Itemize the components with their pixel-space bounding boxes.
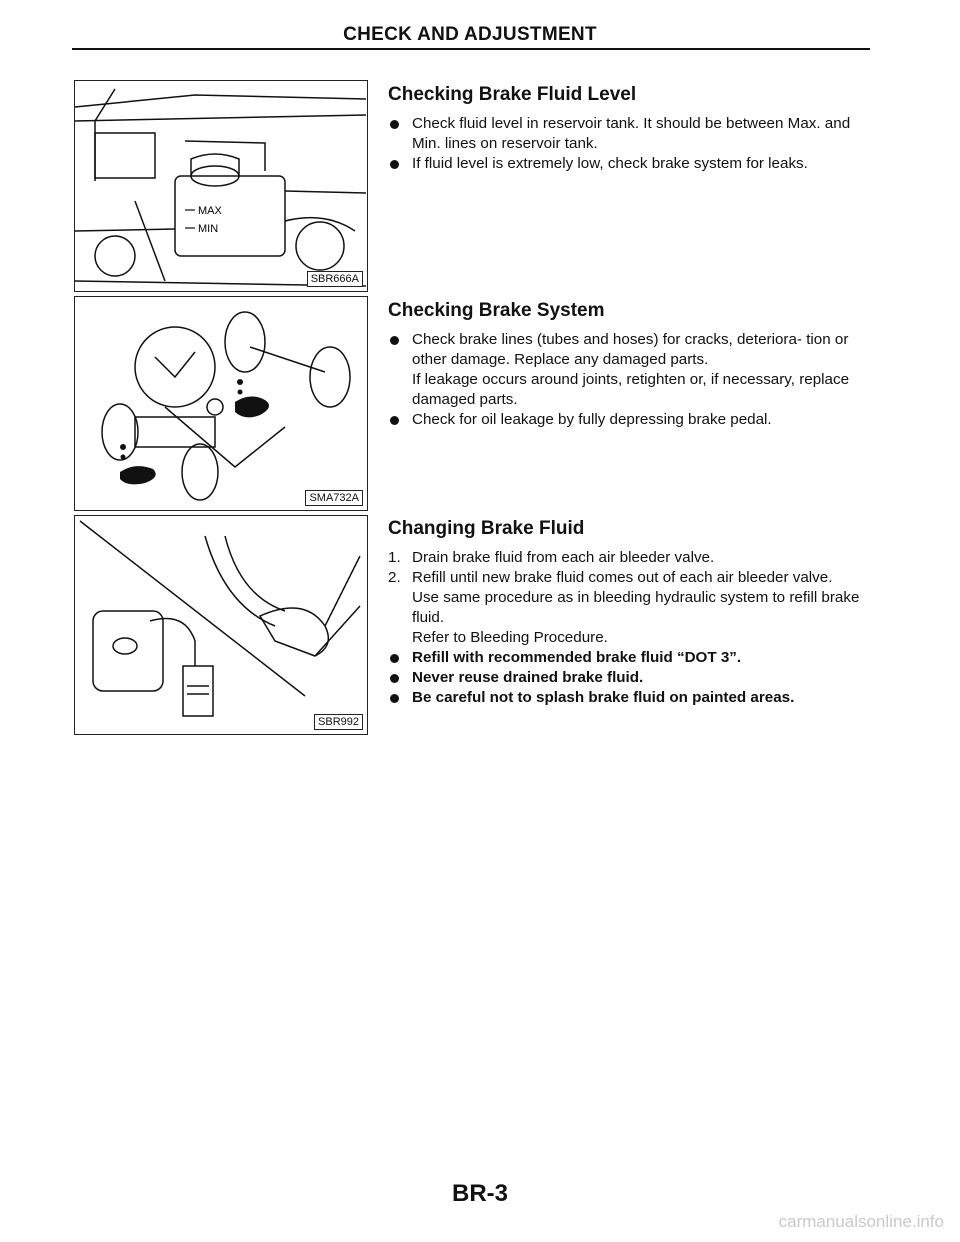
bullet-item: Check fluid level in reservoir tank. It should be between Max. and Min. lines on reservoir tank. [388,114,873,154]
warning-item: Be careful not to splash brake fluid on painted areas. [388,688,873,708]
reservoir-tank-illustration [75,81,366,290]
min-marking: MIN [198,223,219,235]
bullet-icon [390,694,399,703]
figure-changing-brake-fluid [74,515,368,735]
figure-brake-system [74,296,368,511]
page-header-title: CHECK AND ADJUSTMENT [343,24,597,45]
bullet-icon [390,654,399,663]
warning-item: Refill with recommended brake fluid “DOT 3”. [388,648,873,668]
page-number: BR-3 [451,1180,508,1207]
brake-system-illustration [75,297,366,509]
warning-item: Never reuse drained brake fluid. [388,668,873,688]
bullet-item: Check for oil leakage by fully depressing brake pedal. [388,410,873,430]
bullet-icon [390,120,399,129]
section-checking-brake-system [388,300,873,430]
figure-label: SMA732A [305,490,363,506]
watermark: carmanualsonline.info [778,1212,944,1231]
step-item: 1. Drain brake fluid from each air bleeder valve. [388,549,715,566]
section-changing-brake-fluid [388,518,873,708]
bleeding-illustration [75,516,366,733]
note-text: Use same procedure as in bleeding hydraulic system to refill brake fluid. [412,589,860,626]
figure-reservoir-tank [74,80,368,292]
step-item: 2. Refill until new brake fluid comes out of each air bleeder valve. [388,569,833,586]
section-title: Changing Brake Fluid [388,518,585,539]
header-rule [72,48,870,50]
figure-label: SBR992 [314,714,363,730]
section-checking-brake-fluid-level [388,84,873,174]
max-marking: MAX [198,205,222,217]
bullet-icon [390,336,399,345]
bullet-icon [390,416,399,425]
bullet-icon [390,674,399,683]
section-title: Checking Brake System [388,300,605,321]
note-text: Refer to Bleeding Procedure. [412,629,608,646]
figure-label: SBR666A [307,271,363,287]
bullet-item: If fluid level is extremely low, check brake system for leaks. [388,154,873,174]
section-title: Checking Brake Fluid Level [388,84,637,105]
bullet-item: Check brake lines (tubes and hoses) for cracks, deteriora- tion or other damage. Replace any damaged parts. [388,330,873,370]
bullet-icon [390,160,399,169]
note-text: If leakage occurs around joints, retighten or, if necessary, replace damaged parts. [412,371,850,408]
